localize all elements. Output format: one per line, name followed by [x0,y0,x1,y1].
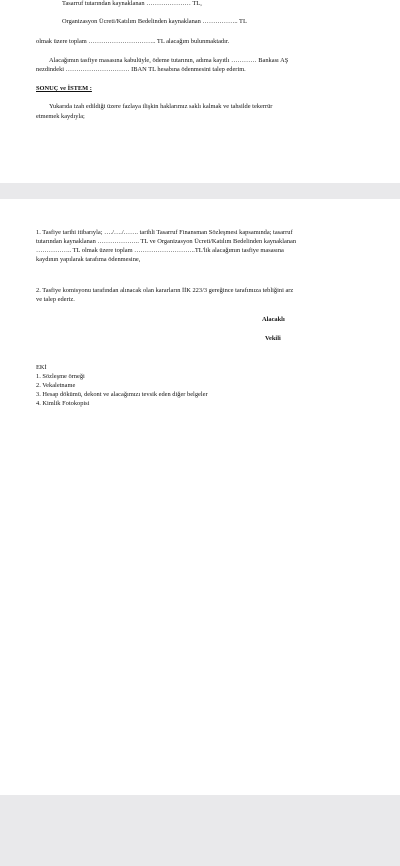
text-line: nezdindeki ………………………… IBAN TL hesabına ödenmesini talep ederim. [36,66,246,73]
attachment-item: 3. Hesap dökümü, dekont ve alacağımızı tevsik eden diğer belgeler [36,391,208,398]
section-heading: SONUÇ ve İSTEM : [36,85,92,92]
text-line: Yukarıda izah edildiği üzere fazlaya ilişkin haklarımız saklı kalmak ve tahsilde tekerrür [49,103,273,110]
text-line: kaydının yapılarak tarafıma ödenmesine, [36,256,141,263]
text-line: 1. Tasfiye tarihi itibarıyla; …./…./……. tarihli Tasarruf Finansman Sözleşmesi kapsamında; tasarruf [36,229,293,236]
attachment-item: 1. Sözleşme örneği [36,373,85,380]
signature-alacakli: Alacaklı [262,316,285,323]
text-line: tutarından kaynaklanan ……………….. TL ve Organizasyon Ücreti/Katılım Bedelinden kaynaklanan [36,238,297,245]
text-line: Tasarruf tutarından kaynaklanan ………………… TL, [62,0,202,7]
text-line: etmemek kaydıyla; [36,113,85,120]
attachments-title: EKİ [36,364,47,371]
text-line: ve talep ederiz. [36,296,75,303]
signature-vekili: Vekili [265,335,281,342]
document-page-1 [0,0,400,183]
text-line: 2. Tasfiye komisyonu tarafından alınacak olan kararların İİK 223/3 gereğince tarafımıza tebliğini arz [36,287,294,294]
text-line: Organizasyon Ücreti/Katılım Bedelinden kaynaklanan …………….. TL [62,18,247,25]
attachment-item: 2. Vekaletname [36,382,76,389]
attachment-item: 4. Kimlik Fotokopisi [36,400,90,407]
text-line: …………….. TL olmak üzere toplam ………………………..TL'lik alacağımın tasfiye masasına [36,247,284,254]
document-page-2 [0,199,400,795]
text-line: Alacağımın tasfiye masasına kabulüyle, ödeme tutarının, adıma kayıtlı ………… Bankası AŞ [49,57,289,64]
text-line: olmak üzere toplam ………………………….. TL alacağım bulunmaktadır. [36,38,230,45]
